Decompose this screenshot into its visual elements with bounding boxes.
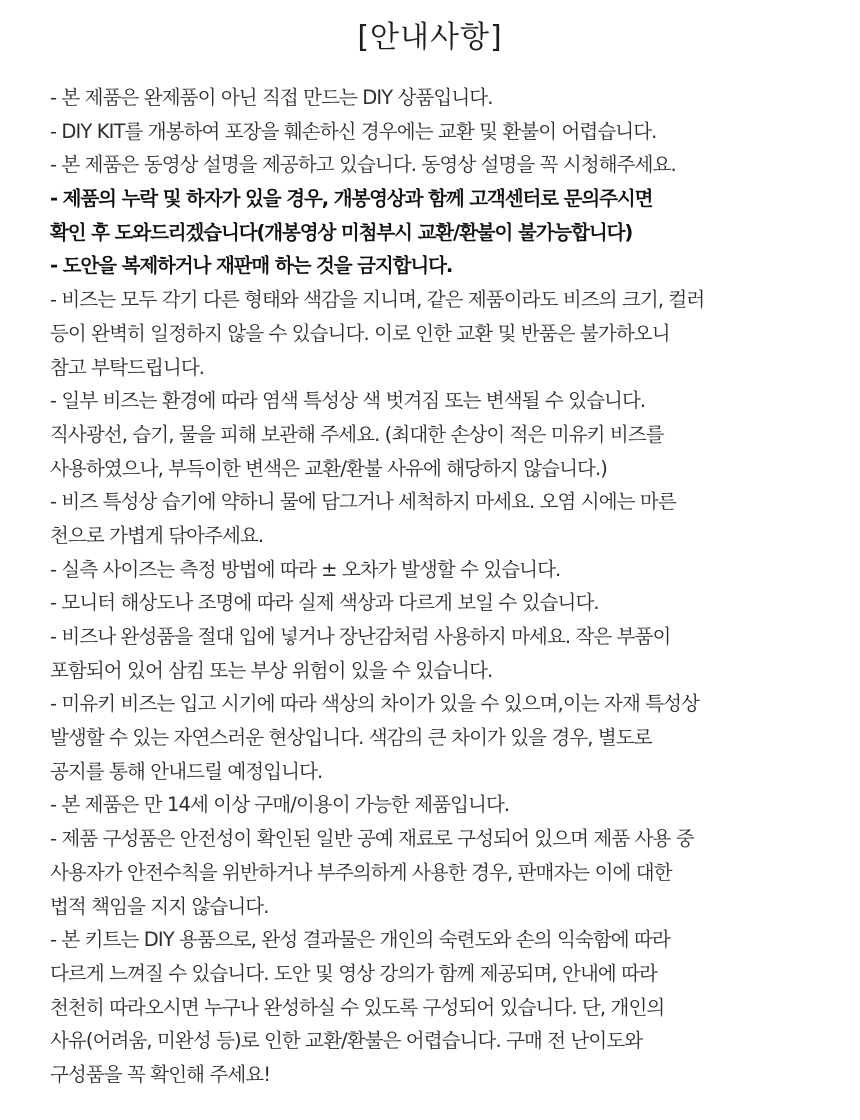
notice-line: - 본 키트는 DIY 용품으로, 완성 결과물은 개인의 숙련도와 손의 익숙함에 따라	[50, 928, 670, 952]
notice-line: - 비즈 특성상 습기에 약하니 물에 담그거나 세척하지 마세요. 오염 시에는 마른	[50, 490, 676, 514]
notice-line: 사용자가 안전수칙을 위반하거나 부주의하게 사용한 경우, 판매자는 이에 대한	[50, 860, 672, 884]
notice-line: - 비즈나 완성품을 절대 입에 넣거나 장난감처럼 사용하지 마세요. 작은 부품이	[50, 625, 671, 648]
notice-line: - 제품의 누락 및 하자가 있을 경우, 개봉영상과 함께 고객센터로 문의주시면	[50, 187, 653, 211]
notice-line: 공지를 통해 안내드릴 예정입니다.	[50, 759, 323, 783]
notice-line: 참고 부탁드립니다.	[50, 355, 205, 379]
notice-line: - 일부 비즈는 환경에 따라 염색 특성상 색 벗겨짐 또는 변색될 수 있습니다.	[50, 389, 646, 413]
notice-line: - 본 제품은 만 14세 이상 구매/이용이 가능한 제품입니다.	[50, 793, 510, 817]
notice-line: 발생할 수 있는 자연스러운 현상입니다. 색감의 큰 차이가 있을 경우, 별도로	[50, 726, 652, 750]
notice-line: - DIY KIT를 개봉하여 포장을 훼손하신 경우에는 교환 및 환불이 어렵습니다.	[50, 119, 657, 143]
notice-line: 포함되어 있어 삼킴 또는 부상 위험이 있을 수 있습니다.	[50, 658, 493, 682]
notice-line: - 모니터 해상도나 조명에 따라 실제 색상과 다르게 보일 수 있습니다.	[50, 591, 599, 615]
notice-line: - 제품 구성품은 안전성이 확인된 일반 공예 재료로 구성되어 있으며 제품 사용 중	[50, 827, 694, 851]
notice-line: 등이 완벽히 일정하지 않을 수 있습니다. 이로 인한 교환 및 반품은 불가하오니	[50, 321, 670, 345]
notice-line: 사유(어려움, 미완성 등)로 인한 교환/환불은 어렵습니다. 구매 전 난이도와	[50, 1029, 643, 1053]
notice-line: 확인 후 도와드리겠습니다(개봉영상 미첨부시 교환/환불이 불가능합니다)	[50, 220, 633, 244]
notice-line: - 본 제품은 완제품이 아닌 직접 만드는 DIY 상품입니다.	[50, 86, 493, 109]
notice-line: 다르게 느껴질 수 있습니다. 도안 및 영상 강의가 함께 제공되며, 안내에 따라	[50, 961, 657, 985]
notice-line: 사용하였으나, 부득이한 변색은 교환/환불 사유에 해당하지 않습니다.)	[50, 456, 608, 480]
notice-line: 법적 책임을 지지 않습니다.	[50, 894, 269, 918]
notice-line: 천으로 가볍게 닦아주세요.	[50, 523, 264, 547]
page-title: [안내사항]	[357, 20, 503, 55]
notice-line: - 미유키 비즈는 입고 시기에 따라 색상의 차이가 있을 수 있으며,이는 자재 특성상	[50, 692, 700, 716]
notice-line: - 본 제품은 동영상 설명을 제공하고 있습니다. 동영상 설명을 꼭 시청해주세요.	[50, 153, 676, 177]
notice-line: - 비즈는 모두 각기 다른 형태와 색감을 지니며, 같은 제품이라도 비즈의 크기, 컬러	[50, 288, 705, 312]
notice-line: - 도안을 복제하거나 재판매 하는 것을 금지합니다.	[50, 254, 453, 278]
notice-line: - 실측 사이즈는 측정 방법에 따라 ± 오차가 발생할 수 있습니다.	[50, 557, 561, 581]
notice-line: 직사광선, 습기, 물을 피해 보관해 주세요. (최대한 손상이 적은 미유키 비즈를	[50, 422, 664, 446]
notice-list	[50, 81, 840, 1092]
notice-line: 구성품을 꼭 확인해 주세요!	[50, 1062, 271, 1086]
notice-line: 천천히 따라오시면 누구나 완성하실 수 있도록 구성되어 있습니다. 단, 개인의	[50, 995, 665, 1019]
